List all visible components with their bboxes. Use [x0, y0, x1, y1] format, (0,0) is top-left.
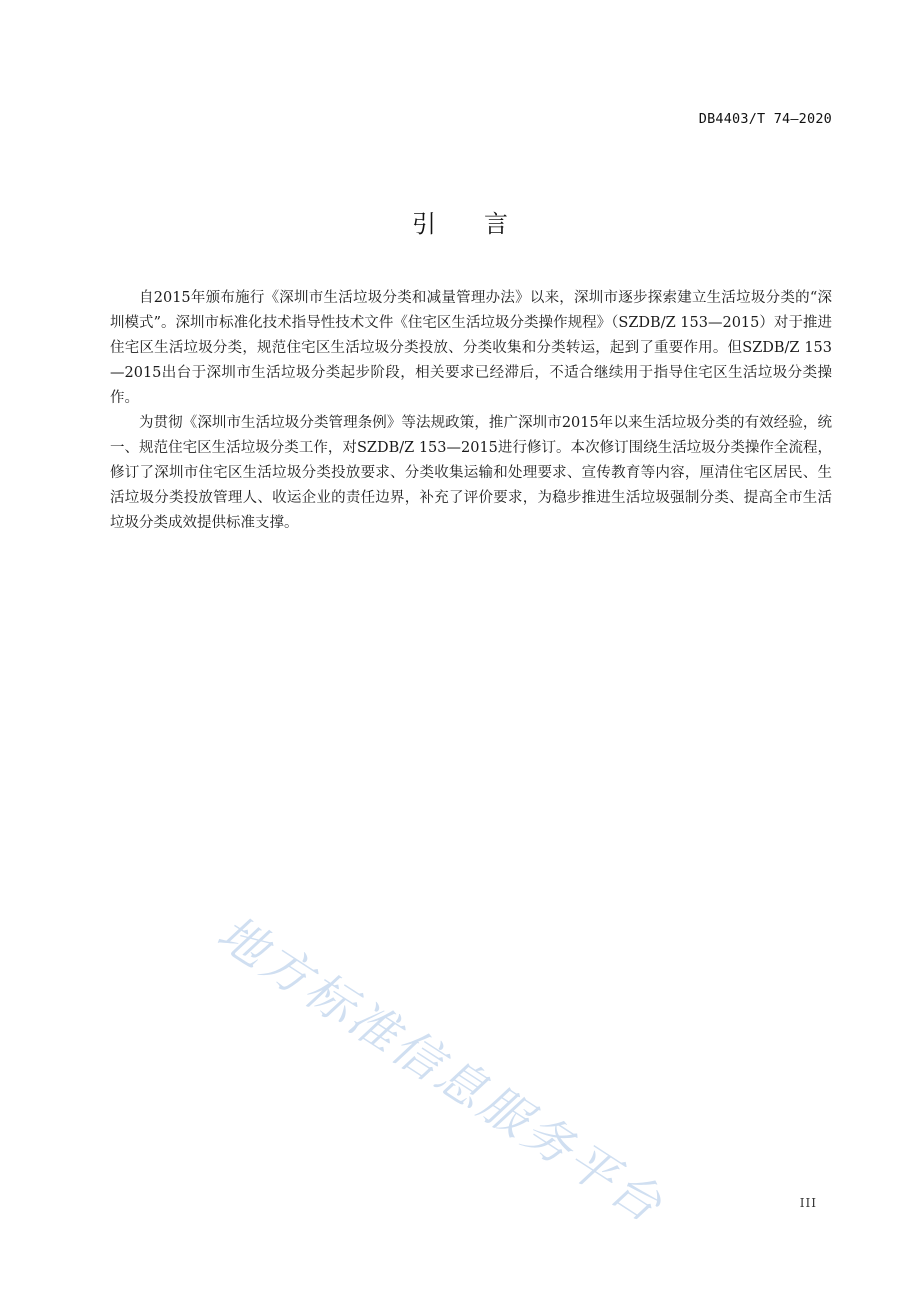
watermark: 地方标准信息服务平台	[207, 904, 674, 1235]
document-body	[110, 286, 832, 536]
page-title: 引言	[412, 210, 556, 238]
paragraph-2: 为贯彻《深圳市生活垃圾分类管理条例》等法规政策，推广深圳市2015年以来生活垃圾分类的有效经验，统一、规范住宅区生活垃圾分类工作，对SZDB/Z 153—2015进行修订。本次修订围绕生活垃圾分类操作全流程，修订了深圳市住宅区生活垃圾分类投放要求、分类收集运输和处理要求、宣传教育等内容，厘清住宅区居民、生活垃圾分类投放管理人、收运企业的责任边界，补充了评价要求，为稳步推进生活垃圾强制分类、提高全市生活垃圾分类成效提供标准支撑。	[110, 415, 832, 531]
paragraph-1: 自2015年颁布施行《深圳市生活垃圾分类和减量管理办法》以来，深圳市逐步探索建立生活垃圾分类的“深圳模式”。深圳市标准化技术指导性技术文件《住宅区生活垃圾分类操作规程》（SZDB/Z 153—2015）对于推进住宅区生活垃圾分类，规范住宅区生活垃圾分类投放、分类收集和分类转运，起到了重要作用。但SZDB/Z 153—2015出台于深圳市生活垃圾分类起步阶段，相关要求已经滞后，不适合继续用于指导住宅区生活垃圾分类操作。	[110, 290, 832, 406]
page-number: III	[799, 1196, 817, 1210]
document-code: DB4403/T 74—2020	[698, 111, 832, 127]
